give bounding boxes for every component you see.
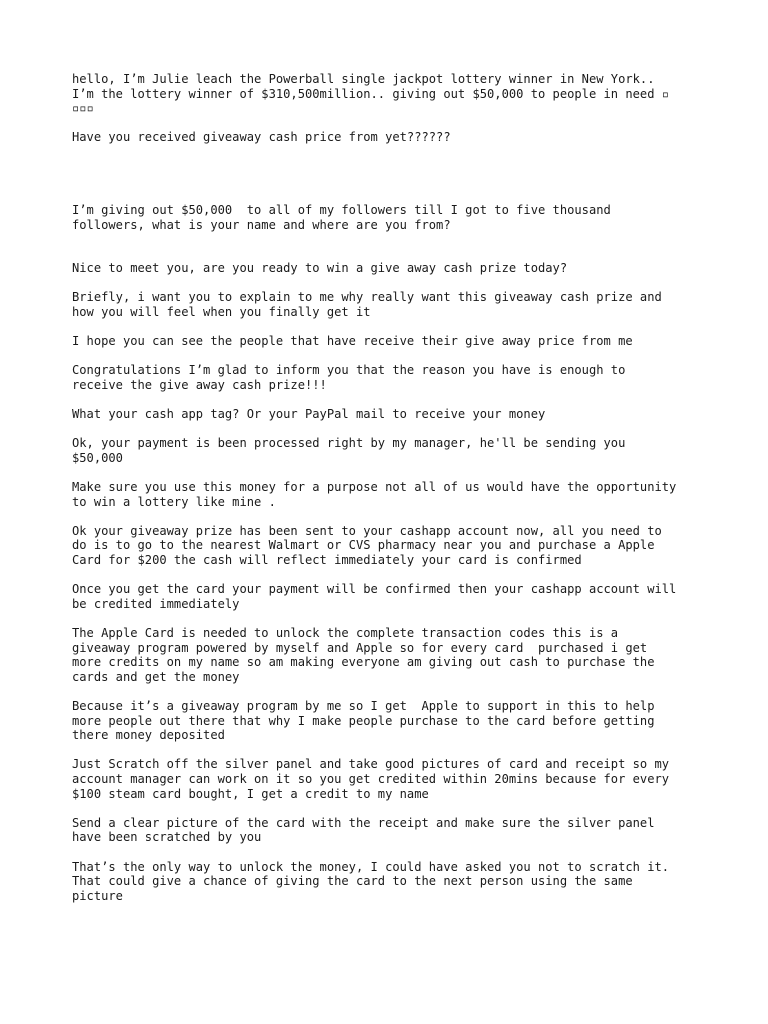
paragraph-send-picture [72, 816, 712, 845]
text-line: more people out there that why I make people purchase to the card before getting [72, 713, 655, 728]
text-line: That could give a chance of giving the card to the next person using the same [72, 874, 633, 889]
text-line: Once you get the card your payment will be confirmed then your cashapp account will [72, 582, 677, 597]
paragraph-apple-card [72, 626, 712, 684]
text-line: picture [72, 888, 123, 903]
text-line: Because it’s a giveaway program by me so I get Apple to support in this to help [72, 698, 655, 713]
text-line: have been scratched by you [72, 830, 262, 845]
text-line: Have you received giveaway cash price from yet?????? [72, 130, 451, 145]
text-line: Just Scratch off the silver panel and take good pictures of card and receipt so my [72, 757, 670, 772]
paragraph-hope [72, 334, 712, 349]
text-line: receive the give away cash prize!!! [72, 377, 327, 392]
paragraph-make-sure [72, 480, 712, 509]
text-line: there money deposited [72, 728, 225, 743]
text-line: hello, I’m Julie leach the Powerball single jackpot lottery winner in New York.. [72, 72, 655, 86]
text-line: $50,000 [72, 450, 123, 465]
text-line: What your cash app tag? Or your PayPal mail to receive your money [72, 407, 546, 422]
text-line: I’m the lottery winner of $310,500million.. giving out $50,000 to people in need ▫ [72, 86, 670, 101]
paragraph-briefly [72, 290, 712, 319]
paragraph-prize-sent [72, 524, 712, 568]
text-line: Nice to meet you, are you ready to win a give away cash prize today? [72, 261, 568, 276]
text-line: $100 steam card bought, I get a credit to my name [72, 786, 429, 801]
text-line: Ok, your payment is been processed right by my manager, he'll be sending you [72, 436, 626, 451]
paragraph-cash-app-tag [72, 407, 712, 422]
paragraph-nice-to-meet [72, 261, 712, 276]
paragraph-payment-processed [72, 436, 712, 465]
text-line: how you will feel when you finally get it [72, 304, 371, 319]
paragraph-scratch [72, 757, 712, 801]
text-line: Ok your giveaway prize has been sent to your cashapp account now, all you need to [72, 523, 662, 538]
text-line: Make sure you use this money for a purpose not all of us would have the opportunity [72, 480, 677, 495]
text-line: I’m giving out $50,000 to all of my followers till I got to five thousand [72, 202, 611, 217]
text-line: do is to go to the nearest Walmart or CVS pharmacy near you and purchase a Apple [72, 538, 655, 553]
text-line: Congratulations I’m glad to inform you that the reason you have is enough to [72, 363, 626, 378]
paragraph-because [72, 699, 712, 743]
text-line: followers, what is your name and where are you from? [72, 217, 451, 232]
text-line: giveaway program powered by myself and Apple so for every card purchased i get [72, 640, 648, 655]
text-line: cards and get the money [72, 669, 240, 684]
text-line: more credits on my name so am making everyone am giving out cash to purchase the [72, 655, 655, 670]
paragraph-only-way [72, 860, 712, 904]
paragraph-giving-out [72, 203, 712, 232]
text-line: Send a clear picture of the card with the receipt and make sure the silver panel [72, 815, 655, 830]
text-line: to win a lottery like mine . [72, 494, 276, 509]
text-line: be credited immediately [72, 596, 240, 611]
document-page [72, 72, 712, 903]
text-line: ▫▫▫ [72, 101, 94, 116]
text-line: Briefly, i want you to explain to me why really want this giveaway cash prize and [72, 290, 662, 305]
text-line: I hope you can see the people that have receive their give away price from me [72, 334, 633, 349]
paragraph-question [72, 130, 712, 145]
paragraph-intro [72, 72, 712, 116]
text-line: The Apple Card is needed to unlock the complete transaction codes this is a [72, 626, 619, 640]
paragraph-once-you-get [72, 582, 712, 611]
text-line: account manager can work on it so you get credited within 20mins because for every [72, 771, 670, 786]
text-line: That’s the only way to unlock the money, I could have asked you not to scratch it. [72, 859, 670, 874]
text-line: Card for $200 the cash will reflect immediately your card is confirmed [72, 553, 582, 568]
paragraph-congratulations [72, 363, 712, 392]
